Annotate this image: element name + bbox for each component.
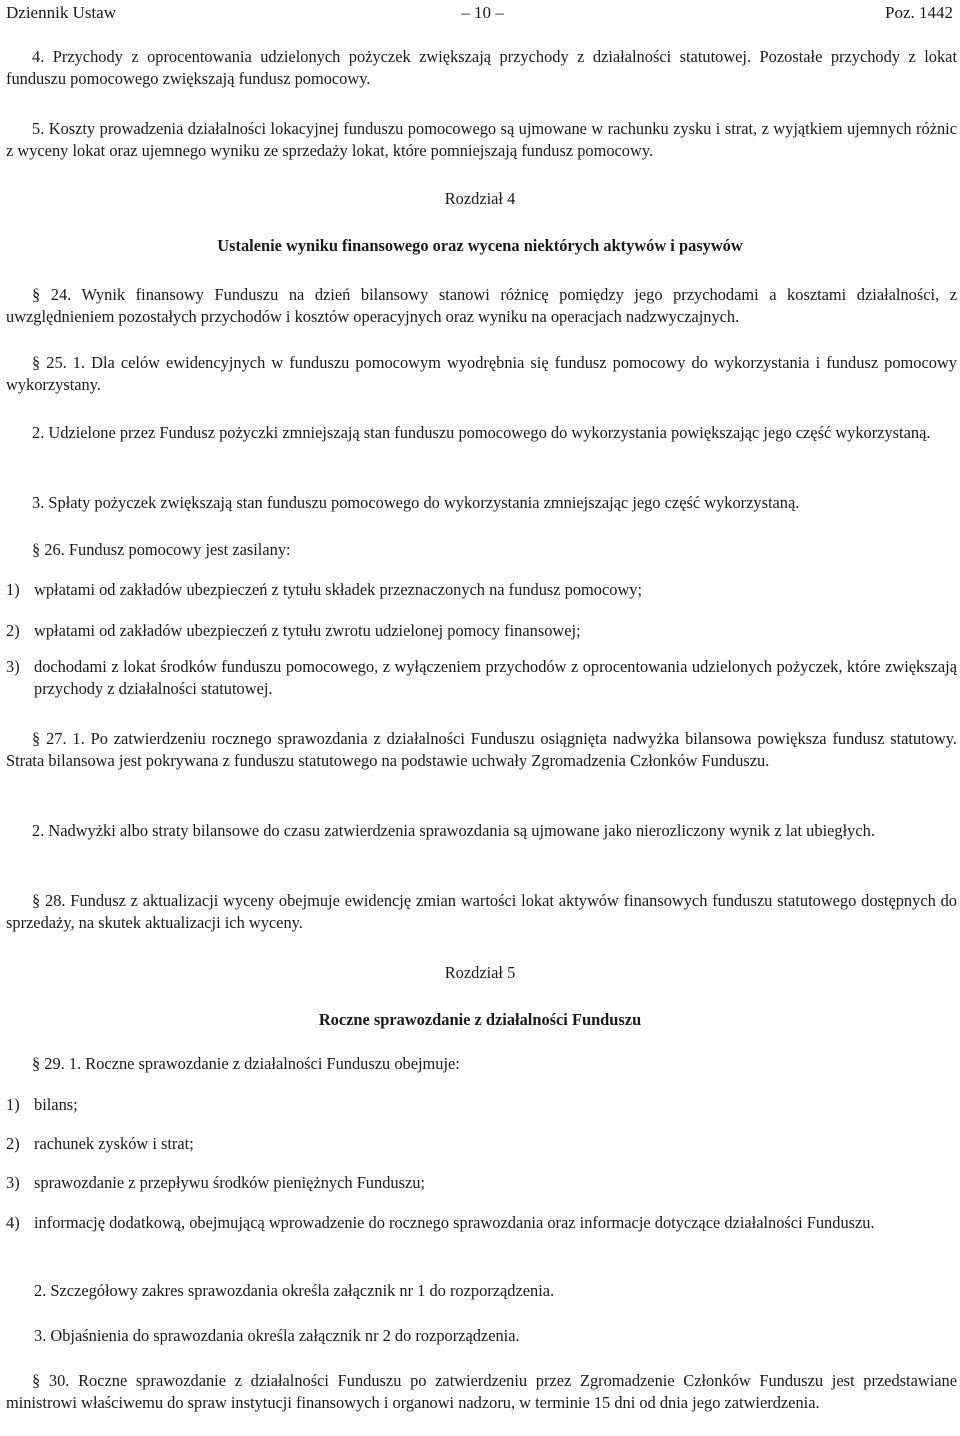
- section-25-3: 3. Spłaty pożyczek zwiększają stan funduszu pomocowego do wykorzystania zmniejszając jego część wykorzystaną.: [32, 493, 800, 512]
- section-24: § 24. Wynik finansowy Funduszu na dzień bilansowy stanowi różnicę pomiędzy jego przychodami a kosztami działalności, z uwzględnieniem pozostałych przychodów i kosztów operacyjnych oraz wyniku na operacjach nadzwyczajnych.: [6, 285, 957, 326]
- list-text: bilans;: [34, 1095, 78, 1114]
- list-number: 3): [6, 1173, 20, 1192]
- position-number: Poz. 1442: [885, 3, 953, 22]
- list-item: [6, 1172, 957, 1194]
- chapter-4-subtitle: Ustalenie wyniku finansowego oraz wycena niektórych aktywów i pasywów: [217, 236, 743, 255]
- section-25-1: § 25. 1. Dla celów ewidencyjnych w funduszu pomocowym wyodrębnia się fundusz pomocowy do wykorzystania i fundusz pomocowy wykorzystany.: [6, 353, 957, 394]
- paragraph-5: 5. Koszty prowadzenia działalności lokacyjnej funduszu pomocowego są ujmowane w rachunku zysku i strat, z wyjątkiem ujemnych różnic z wyceny lokat oraz ujemnego wyniku ze sprzedaży lokat, które pomniejszają fundusz pomocowy.: [6, 119, 957, 160]
- section-27-1: § 27. 1. Po zatwierdzeniu rocznego sprawozdania z działalności Funduszu osiągnięta nadwyżka bilansowa powiększa fundusz statutowy. Strata bilansowa jest pokrywana z funduszu statutowego na podstawie uchwały Zgromadzenia Członków Funduszu.: [6, 729, 957, 770]
- paragraph-4: 4. Przychody z oprocentowania udzielonych pożyczek zwiększają przychody z działalności statutowej. Pozostałe przychody z lokat funduszu pomocowego zwiększają fundusz pomocowy.: [6, 47, 957, 88]
- list-text: rachunek zysków i strat;: [34, 1134, 194, 1153]
- list-number: 1): [6, 1095, 20, 1114]
- page-number: – 10 –: [461, 3, 504, 22]
- list-text: informację dodatkową, obejmującą wprowadzenie do rocznego sprawozdania oraz informacje dotyczące działalności Funduszu.: [34, 1213, 875, 1232]
- section-29-2: 2. Szczegółowy zakres sprawozdania określa załącznik nr 1 do rozporządzenia.: [34, 1281, 555, 1300]
- list-number: 2): [6, 1134, 20, 1153]
- section-29-3: 3. Objaśnienia do sprawozdania określa załącznik nr 2 do rozporządzenia.: [34, 1326, 520, 1345]
- chapter-5-title: Rozdział 5: [444, 963, 516, 982]
- list-text: wpłatami od zakładów ubezpieczeń z tytułu składek przeznaczonych na fundusz pomocowy;: [34, 580, 643, 599]
- list-number: 2): [6, 621, 20, 640]
- list-item: [6, 656, 957, 700]
- chapter-4-title: Rozdział 4: [444, 189, 516, 208]
- section-30: § 30. Roczne sprawozdanie z działalności Funduszu po zatwierdzeniu przez Zgromadzenie Członków Funduszu jest przedstawiane ministrowi właściwemu do spraw instytucji finansowych i organowi nadzoru, w terminie 15 dni od dnia jego zatwierdzenia.: [6, 1371, 957, 1412]
- list-item: [6, 620, 957, 642]
- section-27-2: 2. Nadwyżki albo straty bilansowe do czasu zatwierdzenia sprawozdania są ujmowane jako nierozliczony wynik z lat ubiegłych.: [32, 821, 875, 840]
- list-text: dochodami z lokat środków funduszu pomocowego, z wyłączeniem przychodów z oprocentowania udzielonych pożyczek, które zwiększają przychody z działalności statutowej.: [34, 657, 957, 698]
- chapter-5-subtitle: Roczne sprawozdanie z działalności Funduszu: [318, 1010, 642, 1029]
- list-item: [6, 1212, 957, 1234]
- list-item: [6, 579, 957, 601]
- section-28: § 28. Fundusz z aktualizacji wyceny obejmuje ewidencję zmian wartości lokat aktywów finansowych funduszu statutowego dostępnych do sprzedaży, na skutek aktualizacji ich wyceny.: [6, 891, 957, 932]
- page-header: [6, 2, 959, 26]
- list-number: 4): [6, 1213, 20, 1232]
- list-number: 1): [6, 580, 20, 599]
- section-25-2: 2. Udzielone przez Fundusz pożyczki zmniejszają stan funduszu pomocowego do wykorzystania powiększając jego część wykorzystaną.: [32, 423, 931, 442]
- list-number: 3): [6, 657, 20, 676]
- list-text: sprawozdanie z przepływu środków pieniężnych Funduszu;: [34, 1173, 425, 1192]
- list-text: wpłatami od zakładów ubezpieczeń z tytułu zwrotu udzielonej pomocy finansowej;: [34, 621, 581, 640]
- list-item: [6, 1094, 957, 1116]
- section-26: § 26. Fundusz pomocowy jest zasilany:: [32, 540, 291, 559]
- section-29-1: § 29. 1. Roczne sprawozdanie z działalności Funduszu obejmuje:: [32, 1054, 460, 1073]
- list-item: [6, 1133, 957, 1155]
- journal-title: Dziennik Ustaw: [6, 3, 117, 22]
